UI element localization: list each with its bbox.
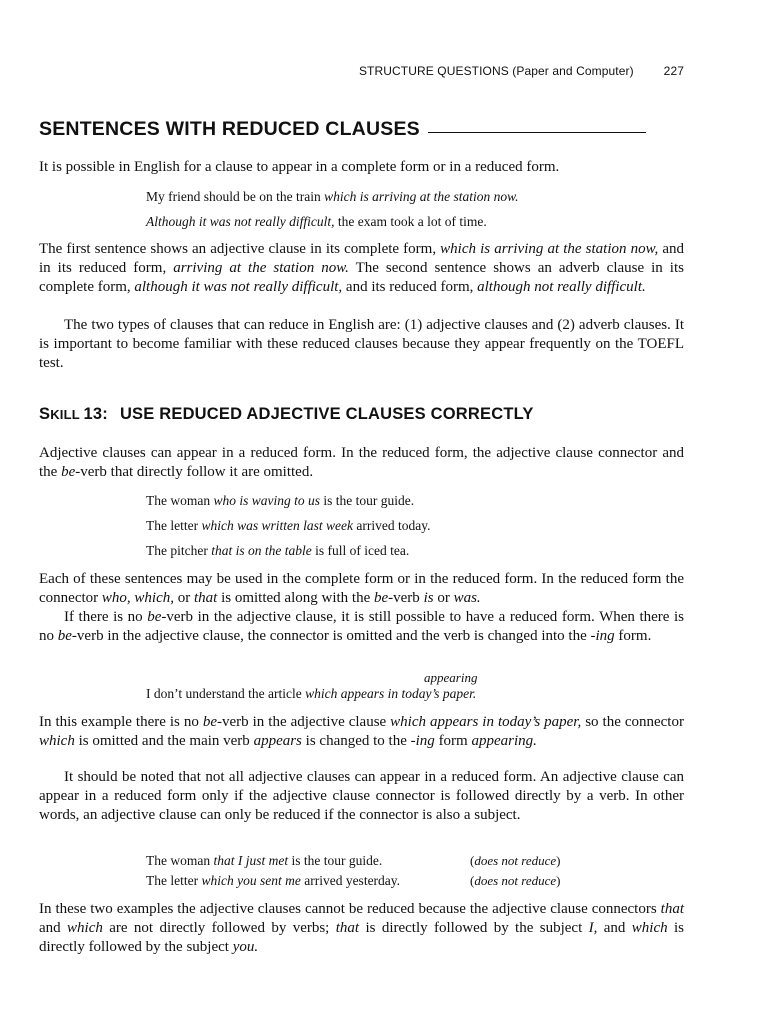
section-title: SENTENCES WITH REDUCED CLAUSES	[39, 118, 684, 141]
skill-example-1: The woman who is waving to us is the tour guide.	[146, 493, 415, 508]
running-head	[39, 64, 684, 78]
skill-example-4: I don’t understand the article which appears in today’s paper.	[146, 686, 477, 701]
skill-paragraph-4: In this example there is no be-verb in the adjective clause which appears in today’s paper, so the connector which is omitted and the main verb appears is changed to the -ing form appearing.	[39, 714, 684, 749]
intro-paragraph-3: The two types of clauses that can reduce in English are: (1) adjective clauses and (2) adverb clauses. It is important to become familiar with these reduced clauses because they appear frequently on the TOEFL test.	[39, 317, 684, 371]
skill-paragraph-6: In these two examples the adjective clauses cannot be reduced because the adjective clause connectors that and which are not directly followed by verbs; that is directly followed by the subject I, and which is directly followed by the subject you.	[39, 901, 684, 955]
skill-paragraph-2: Each of these sentences may be used in the complete form or in the reduced form. In the reduced form the connector who, which, or that is omitted along with the be-verb is or was.	[39, 571, 684, 606]
skill-example-2: The letter which was written last week arrived today.	[146, 518, 431, 533]
skill-example-3: The pitcher that is on the table is full of iced tea.	[146, 543, 410, 558]
textbook-page	[39, 0, 684, 1024]
intro-example-1: My friend should be on the train which is arriving at the station now.	[146, 189, 519, 204]
replacement-word: appearing	[424, 670, 478, 685]
title-rule	[428, 132, 646, 133]
skill-example-6: The letter which you sent me arrived yesterday.	[146, 873, 401, 888]
skill-paragraph-3: If there is no be-verb in the adjective clause, it is still possible to have a reduced form. When there is no be-verb in the adjective clause, the connector is omitted and the verb is changed into the -ing form.	[39, 609, 684, 644]
running-title: STRUCTURE QUESTIONS (Paper and Computer)	[358, 64, 634, 78]
page-number: 227	[663, 64, 684, 78]
intro-example-2: Although it was not really difficult, the exam took a lot of time.	[146, 214, 487, 229]
skill-heading: SKILL 13: USE REDUCED ADJECTIVE CLAUSES CORRECTLY	[39, 405, 534, 423]
skill-paragraph-1: Adjective clauses can appear in a reduced form. In the reduced form, the adjective clause connector and the be-verb that directly follow it are omitted.	[39, 445, 684, 480]
intro-paragraph-1: It is possible in English for a clause to appear in a complete form or in a reduced form.	[39, 159, 560, 175]
skill-example-5: The woman that I just met is the tour guide.	[146, 853, 383, 868]
skill-paragraph-5: It should be noted that not all adjective clauses can appear in a reduced form. An adjective clause can appear in a reduced form only if the adjective clause connector is followed directly by a verb. In other words, an adjective clause can only be reduced if the connector is also a subject.	[39, 769, 684, 823]
note-does-not-reduce-2: (does not reduce)	[470, 873, 561, 888]
intro-paragraph-2: The first sentence shows an adjective clause in its complete form, which is arriving at the station now, and in its reduced form, arriving at the station now. The second sentence shows an adverb clause in its complete form, although it was not really difficult, and its reduced form, although not really difficult.	[39, 241, 684, 295]
note-does-not-reduce-1: (does not reduce)	[470, 853, 561, 868]
